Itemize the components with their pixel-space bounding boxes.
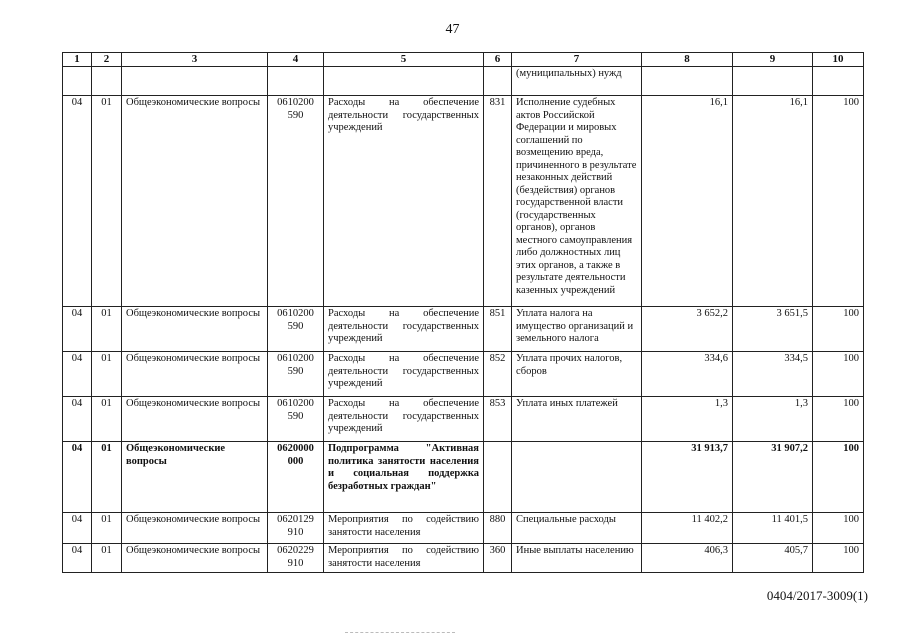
table-row	[63, 544, 864, 573]
cell-col-9: 1,3	[733, 397, 813, 442]
cell-col-6: 880	[484, 513, 512, 544]
cell-col-4: 0610200 590	[268, 307, 324, 352]
cell-col-3: Общеэкономические вопросы	[122, 397, 268, 442]
cell-col-10: 100	[813, 513, 864, 544]
cell-col-6	[484, 442, 512, 513]
cell-col-10: 100	[813, 307, 864, 352]
cell-col-8: 1,3	[642, 397, 733, 442]
cell-col-8: 334,6	[642, 352, 733, 397]
cell-col-5: Расходы на обеспечение деятельности государственных учреждений	[324, 397, 484, 442]
col-header-3: 3	[122, 53, 268, 67]
cell-col-6: 851	[484, 307, 512, 352]
cell-col-2: 01	[92, 397, 122, 442]
cell-col-4: 0620129 910	[268, 513, 324, 544]
cell-col-1: 04	[63, 397, 92, 442]
cell-col-7	[512, 442, 642, 513]
cell-col-5: Мероприятия по содействию занятости населения	[324, 513, 484, 544]
cell-col-6: 853	[484, 397, 512, 442]
page-number: 47	[445, 22, 460, 37]
cell-col-3: Общеэкономические вопросы	[122, 544, 268, 573]
cell-col-3: Общеэкономические вопросы	[122, 96, 268, 307]
cell-col-2: 01	[92, 442, 122, 513]
cell-col-2: 01	[92, 513, 122, 544]
budget-table	[62, 52, 864, 573]
col-header-1: 1	[63, 53, 92, 67]
cell-col-7: Уплата прочих налогов, сборов	[512, 352, 642, 397]
cell-col-5: Подпрограмма "Активная политика занятости населения и социальная поддержка безработных граждан"	[324, 442, 484, 513]
col-header-6: 6	[484, 53, 512, 67]
cell-col-7: Специальные расходы	[512, 513, 642, 544]
cell-col-3: Общеэкономические вопросы	[122, 513, 268, 544]
cell-col-3: Общеэкономические вопросы	[122, 307, 268, 352]
cell-col-1: 04	[63, 513, 92, 544]
table-row	[63, 513, 864, 544]
cell-col-9: 3 651,5	[733, 307, 813, 352]
cell-col-4: 0610200 590	[268, 352, 324, 397]
cell-col-6	[484, 67, 512, 96]
cell-col-10	[813, 67, 864, 96]
cell-col-4	[268, 67, 324, 96]
cell-col-2: 01	[92, 352, 122, 397]
cell-col-2	[92, 67, 122, 96]
table-row	[63, 96, 864, 307]
cell-col-9: 405,7	[733, 544, 813, 573]
table-row	[63, 442, 864, 513]
cell-col-2: 01	[92, 96, 122, 307]
cell-col-6: 852	[484, 352, 512, 397]
cell-col-10: 100	[813, 397, 864, 442]
cell-col-9: 11 401,5	[733, 513, 813, 544]
cell-col-5: Расходы на обеспечение деятельности государственных учреждений	[324, 96, 484, 307]
cell-col-1	[63, 67, 92, 96]
col-header-4: 4	[268, 53, 324, 67]
cell-col-7: Исполнение судебных актов Российской Федерации и мировых соглашений по возмещению вреда, причиненного в результате незаконных действий (бездействия) органов государственной власти (государственных органов), органов местного самоуправления либо должностных лиц этих органов, а также в результате деятельности казенных учреждений	[512, 96, 642, 307]
cell-col-4: 0610200 590	[268, 397, 324, 442]
cell-col-5: Расходы на обеспечение деятельности государственных учреждений	[324, 307, 484, 352]
cell-col-10: 100	[813, 96, 864, 307]
cell-col-7: Уплата налога на имущество организаций и земельного налога	[512, 307, 642, 352]
cell-col-4: 0620000 000	[268, 442, 324, 513]
cell-col-9: 16,1	[733, 96, 813, 307]
col-header-10: 10	[813, 53, 864, 67]
cell-col-3	[122, 67, 268, 96]
cell-col-10: 100	[813, 352, 864, 397]
cell-col-5: Мероприятия по содействию занятости населения	[324, 544, 484, 573]
cell-col-8: 31 913,7	[642, 442, 733, 513]
col-header-8: 8	[642, 53, 733, 67]
cell-col-8: 3 652,2	[642, 307, 733, 352]
cell-col-8: 16,1	[642, 96, 733, 307]
cell-col-1: 04	[63, 544, 92, 573]
col-header-7: 7	[512, 53, 642, 67]
col-header-5: 5	[324, 53, 484, 67]
table-row	[63, 307, 864, 352]
cell-col-7: Уплата иных платежей	[512, 397, 642, 442]
cell-col-5	[324, 67, 484, 96]
cell-col-8: 11 402,2	[642, 513, 733, 544]
cell-col-6: 360	[484, 544, 512, 573]
cell-col-8	[642, 67, 733, 96]
cell-col-7: Иные выплаты населению	[512, 544, 642, 573]
cell-col-4: 0610200 590	[268, 96, 324, 307]
cell-col-6: 831	[484, 96, 512, 307]
cell-col-7: (муниципальных) нужд	[512, 67, 642, 96]
cell-col-9: 334,5	[733, 352, 813, 397]
table-header-row	[63, 53, 864, 67]
cell-col-1: 04	[63, 352, 92, 397]
cell-col-10: 100	[813, 442, 864, 513]
cell-col-5: Расходы на обеспечение деятельности государственных учреждений	[324, 352, 484, 397]
cell-col-2: 01	[92, 307, 122, 352]
cell-col-3: Общеэкономические вопросы	[122, 352, 268, 397]
cell-col-3: Общеэкономические вопросы	[122, 442, 268, 513]
cell-col-8: 406,3	[642, 544, 733, 573]
table-row	[63, 352, 864, 397]
table-row	[63, 397, 864, 442]
table-row	[63, 67, 864, 96]
col-header-2: 2	[92, 53, 122, 67]
document-code: 0404/2017-3009(1)	[766, 588, 868, 603]
cell-col-1: 04	[63, 442, 92, 513]
cell-col-1: 04	[63, 307, 92, 352]
cell-col-9	[733, 67, 813, 96]
page-edge-mark	[345, 632, 455, 639]
cell-col-4: 0620229 910	[268, 544, 324, 573]
cell-col-2: 01	[92, 544, 122, 573]
cell-col-1: 04	[63, 96, 92, 307]
col-header-9: 9	[733, 53, 813, 67]
cell-col-10: 100	[813, 544, 864, 573]
cell-col-9: 31 907,2	[733, 442, 813, 513]
